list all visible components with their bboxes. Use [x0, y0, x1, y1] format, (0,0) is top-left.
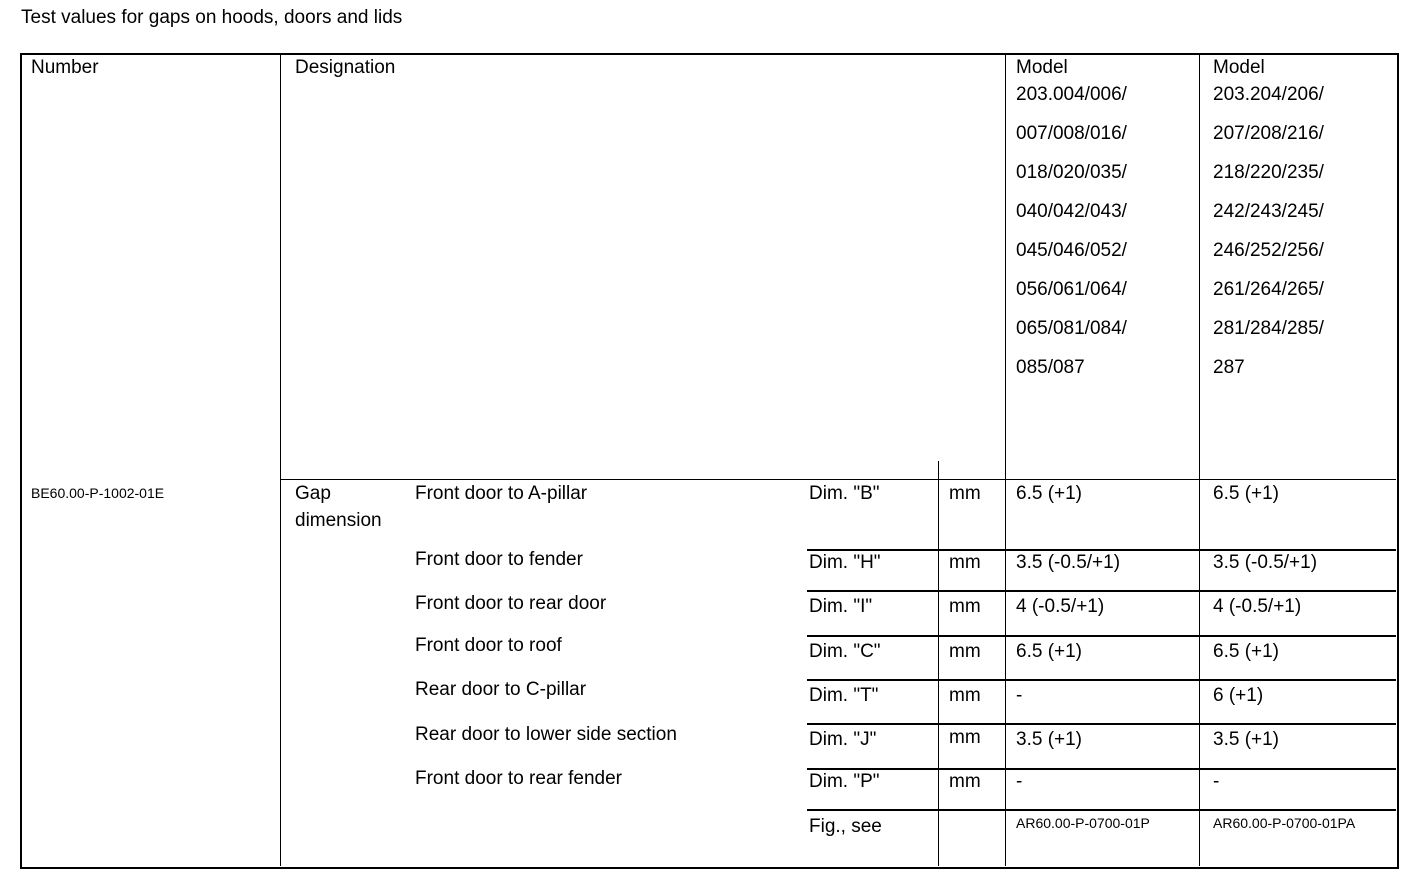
header-bottom-rule [280, 479, 1396, 480]
row-dim: Dim. "P" [809, 771, 880, 792]
model-line: 065/081/084/ [1016, 318, 1127, 339]
row-label: Front door to A-pillar [415, 483, 588, 504]
row-model2-value: 3.5 (-0.5/+1) [1213, 552, 1318, 573]
model-line: 261/264/265/ [1213, 279, 1324, 300]
row-unit: mm [949, 596, 981, 617]
header-model-2 [1213, 57, 1324, 396]
row-model2-value: 6.5 (+1) [1213, 483, 1280, 504]
row-unit: mm [949, 552, 981, 573]
col-divider-number [280, 54, 281, 866]
row-dim: Dim. "C" [809, 641, 881, 662]
model-line: 242/243/245/ [1213, 201, 1324, 222]
fig-ref-model2: AR60.00-P-0700-01PA [1213, 815, 1356, 831]
row-unit: mm [949, 641, 981, 662]
col-divider-model2 [1199, 54, 1200, 866]
row-rule [807, 635, 1396, 637]
row-rule [807, 679, 1396, 681]
row-model1-value: 6.5 (+1) [1016, 483, 1083, 504]
row-model1-value: - [1016, 771, 1023, 792]
row-unit: mm [949, 771, 981, 792]
row-model2-value: 6 (+1) [1213, 685, 1264, 706]
model-line: 045/046/052/ [1016, 240, 1127, 261]
row-label: Front door to rear door [415, 593, 607, 614]
row-rule [807, 590, 1396, 592]
header-number: Number [31, 57, 99, 78]
model-line: 203.204/206/ [1213, 84, 1324, 105]
model-label: Model [1213, 57, 1265, 78]
model-line: 056/061/064/ [1016, 279, 1127, 300]
model-line: 287 [1213, 357, 1245, 378]
row-unit: mm [949, 685, 981, 706]
row-unit: mm [949, 727, 981, 748]
row-model2-value: 4 (-0.5/+1) [1213, 596, 1302, 617]
row-unit: mm [949, 483, 981, 504]
row-dim: Dim. "B" [809, 483, 880, 504]
document-number: BE60.00-P-1002-01E [31, 485, 165, 501]
header-model-1 [1016, 57, 1127, 396]
fig-label: Fig., see [809, 816, 882, 837]
row-model1-value: - [1016, 685, 1023, 706]
row-rule [807, 768, 1396, 770]
model-line: 207/208/216/ [1213, 123, 1324, 144]
col-divider-unit [938, 461, 939, 866]
group-label-line1: Gap [295, 483, 331, 504]
row-dim: Dim. "T" [809, 685, 879, 706]
model-line: 218/220/235/ [1213, 162, 1324, 183]
model-line: 018/020/035/ [1016, 162, 1127, 183]
model-label: Model [1016, 57, 1068, 78]
model-line: 281/284/285/ [1213, 318, 1324, 339]
model-line: 040/042/043/ [1016, 201, 1127, 222]
gap-values-table [20, 53, 1399, 869]
fig-ref-model1: AR60.00-P-0700-01P [1016, 815, 1150, 831]
col-divider-model1 [1005, 54, 1006, 866]
model-line: 007/008/016/ [1016, 123, 1127, 144]
row-label: Rear door to lower side section [415, 724, 677, 745]
model-line: 085/087 [1016, 357, 1085, 378]
row-dim: Dim. "I" [809, 596, 873, 617]
row-rule [807, 723, 1396, 725]
row-model1-value: 3.5 (-0.5/+1) [1016, 552, 1121, 573]
row-model2-value: 6.5 (+1) [1213, 641, 1280, 662]
row-dim: Dim. "J" [809, 729, 877, 750]
row-rule [807, 809, 1396, 811]
group-label-line2: dimension [295, 510, 382, 531]
row-label: Rear door to C-pillar [415, 679, 587, 700]
row-model2-value: 3.5 (+1) [1213, 729, 1280, 750]
model-line: 246/252/256/ [1213, 240, 1324, 261]
row-rule [807, 549, 1396, 551]
row-model1-value: 6.5 (+1) [1016, 641, 1083, 662]
row-model1-value: 4 (-0.5/+1) [1016, 596, 1105, 617]
row-label: Front door to fender [415, 549, 583, 570]
row-label: Front door to roof [415, 635, 562, 656]
row-model2-value: - [1213, 771, 1220, 792]
header-designation: Designation [295, 57, 396, 78]
model-line: 203.004/006/ [1016, 84, 1127, 105]
row-model1-value: 3.5 (+1) [1016, 729, 1083, 750]
row-label: Front door to rear fender [415, 768, 622, 789]
document-title: Test values for gaps on hoods, doors and lids [21, 7, 403, 28]
row-dim: Dim. "H" [809, 552, 881, 573]
